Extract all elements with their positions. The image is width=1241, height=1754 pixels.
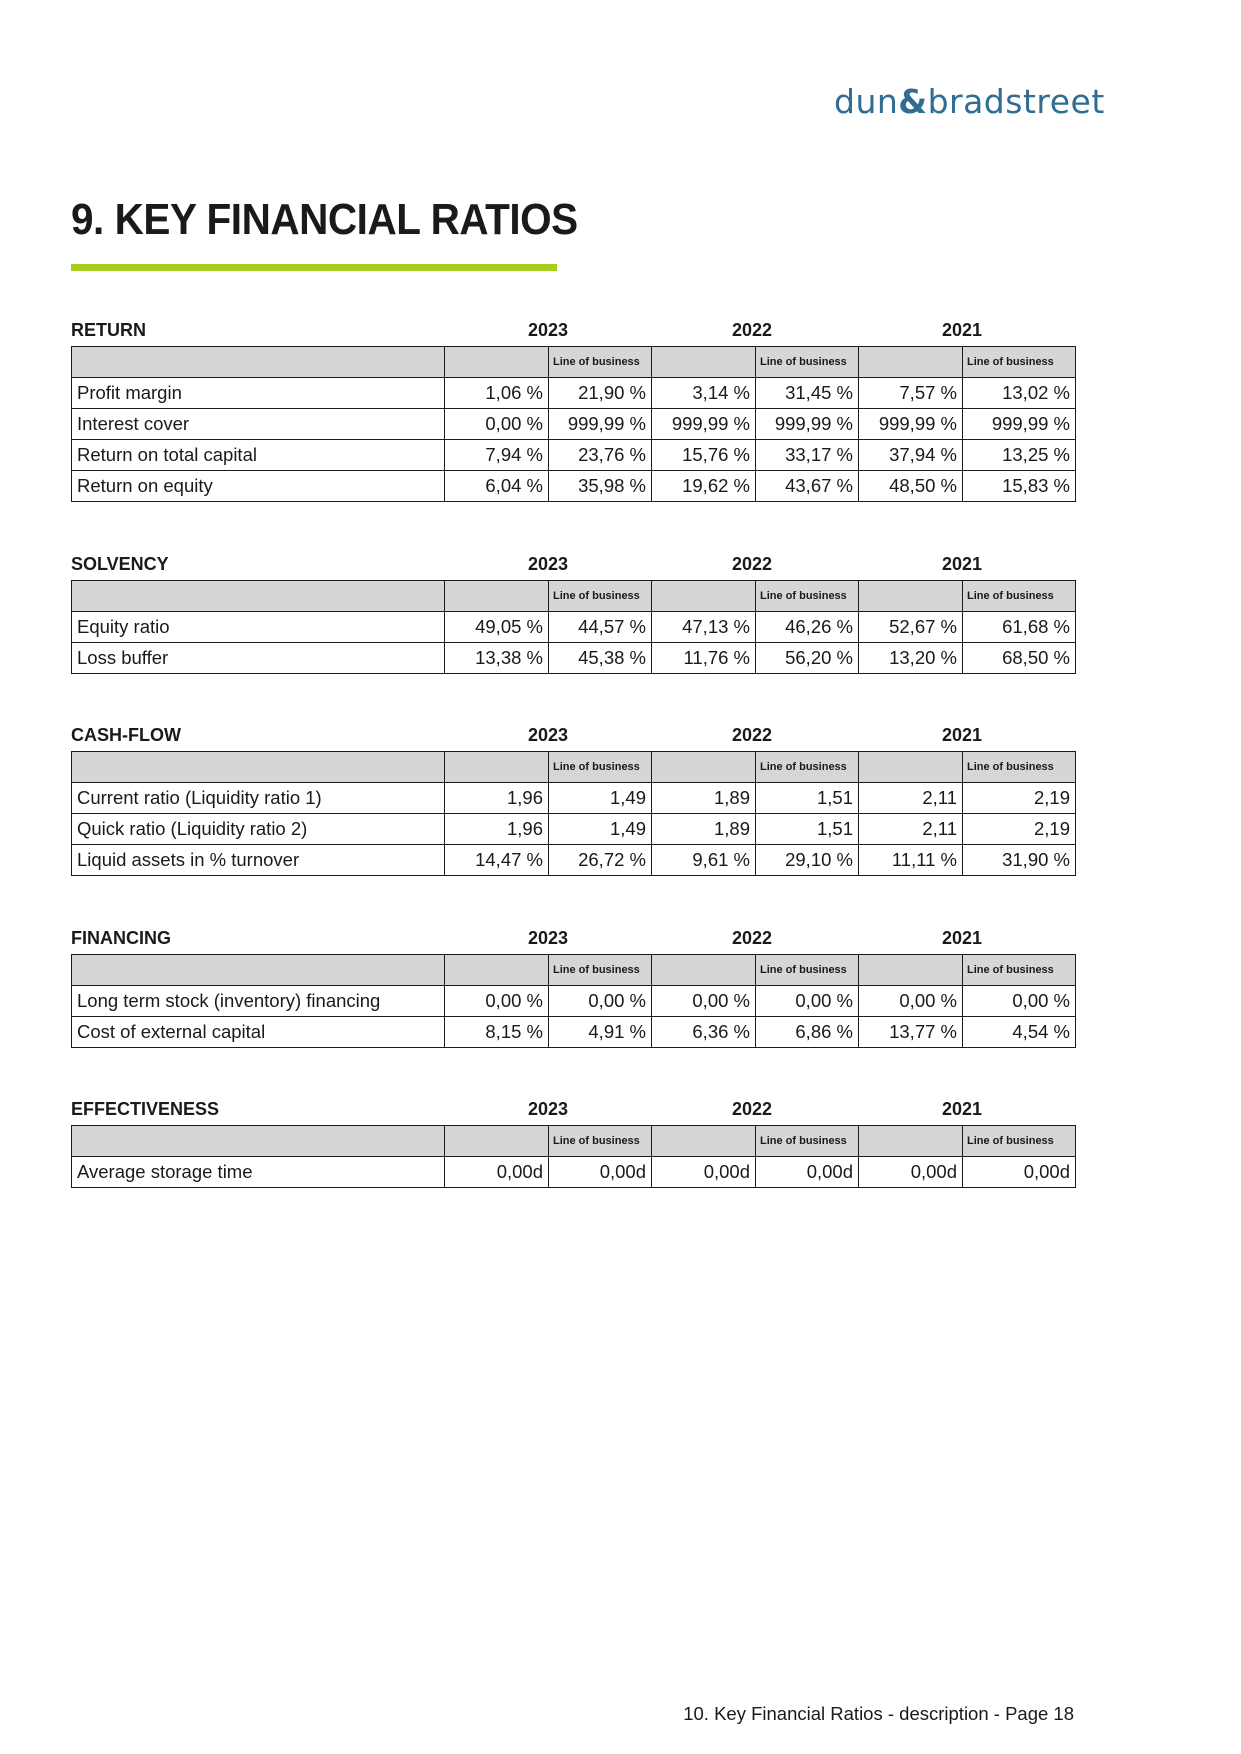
dun-bradstreet-logo — [834, 80, 1105, 124]
line-of-business-value-cell: 4,91 % — [549, 1017, 652, 1048]
line-of-business-value-cell: 31,90 % — [963, 845, 1076, 876]
logo-ampersand: & — [898, 82, 928, 121]
section-header — [71, 721, 1075, 751]
row-label: Current ratio (Liquidity ratio 1) — [72, 783, 445, 814]
line-of-business-header: Line of business — [963, 1126, 1076, 1157]
line-of-business-value-cell: 4,54 % — [963, 1017, 1076, 1048]
ratio-table — [71, 1125, 1076, 1188]
header-cell — [859, 1126, 963, 1157]
header-cell — [445, 1126, 549, 1157]
company-value-cell: 47,13 % — [652, 612, 756, 643]
line-of-business-value-cell: 1,51 — [756, 814, 859, 845]
table-row — [72, 409, 1076, 440]
ratio-table — [71, 954, 1076, 1048]
table-row — [72, 612, 1076, 643]
page-title: 9. KEY FINANCIAL RATIOS — [71, 195, 578, 244]
company-value-cell: 19,62 % — [652, 471, 756, 502]
table-header-row — [72, 752, 1076, 783]
year-label: 2022 — [731, 928, 773, 948]
section-title: EFFECTIVENESS — [71, 1099, 220, 1119]
line-of-business-value-cell: 33,17 % — [756, 440, 859, 471]
company-value-cell: 2,11 — [859, 814, 963, 845]
line-of-business-header: Line of business — [756, 347, 859, 378]
header-cell — [445, 955, 549, 986]
title-underline — [71, 264, 557, 271]
line-of-business-header: Line of business — [756, 1126, 859, 1157]
page-footer: 10. Key Financial Ratios - description - Page 18 — [683, 1703, 1074, 1724]
table-row — [72, 814, 1076, 845]
company-value-cell: 13,20 % — [859, 643, 963, 674]
ratio-table — [71, 751, 1076, 876]
line-of-business-value-cell: 23,76 % — [549, 440, 652, 471]
section-cash-flow — [71, 721, 1075, 876]
company-value-cell: 7,57 % — [859, 378, 963, 409]
line-of-business-value-cell: 2,19 — [963, 814, 1076, 845]
section-header — [71, 1095, 1075, 1125]
section-header — [71, 316, 1075, 346]
company-value-cell: 13,77 % — [859, 1017, 963, 1048]
company-value-cell: 999,99 % — [859, 409, 963, 440]
line-of-business-header: Line of business — [756, 955, 859, 986]
table-header-row — [72, 1126, 1076, 1157]
header-cell — [652, 1126, 756, 1157]
line-of-business-value-cell: 6,86 % — [756, 1017, 859, 1048]
row-label: Liquid assets in % turnover — [72, 845, 445, 876]
line-of-business-header: Line of business — [549, 1126, 652, 1157]
company-value-cell: 3,14 % — [652, 378, 756, 409]
company-value-cell: 14,47 % — [445, 845, 549, 876]
company-value-cell: 15,76 % — [652, 440, 756, 471]
year-label: 2023 — [527, 1099, 569, 1119]
line-of-business-value-cell: 0,00d — [756, 1157, 859, 1188]
table-row — [72, 1017, 1076, 1048]
header-cell — [859, 752, 963, 783]
header-cell — [72, 347, 445, 378]
header-cell — [859, 581, 963, 612]
line-of-business-value-cell: 43,67 % — [756, 471, 859, 502]
row-label: Average storage time — [72, 1157, 445, 1188]
row-label: Return on equity — [72, 471, 445, 502]
line-of-business-value-cell: 0,00d — [549, 1157, 652, 1188]
line-of-business-value-cell: 21,90 % — [549, 378, 652, 409]
line-of-business-header: Line of business — [549, 347, 652, 378]
company-value-cell: 0,00d — [652, 1157, 756, 1188]
line-of-business-header: Line of business — [963, 955, 1076, 986]
year-label: 2021 — [941, 1099, 983, 1119]
section-title: RETURN — [71, 320, 146, 340]
year-label: 2021 — [941, 725, 983, 745]
header-cell — [445, 347, 549, 378]
company-value-cell: 11,11 % — [859, 845, 963, 876]
table-row — [72, 1157, 1076, 1188]
line-of-business-header: Line of business — [963, 752, 1076, 783]
line-of-business-value-cell: 26,72 % — [549, 845, 652, 876]
logo-text-left: dun — [834, 82, 899, 121]
line-of-business-value-cell: 1,49 — [549, 783, 652, 814]
header-cell — [72, 955, 445, 986]
company-value-cell: 1,96 — [445, 783, 549, 814]
line-of-business-header: Line of business — [963, 347, 1076, 378]
table-header-row — [72, 347, 1076, 378]
section-title: CASH-FLOW — [71, 725, 181, 745]
row-label: Profit margin — [72, 378, 445, 409]
section-title: SOLVENCY — [71, 554, 169, 574]
company-value-cell: 6,04 % — [445, 471, 549, 502]
row-label: Quick ratio (Liquidity ratio 2) — [72, 814, 445, 845]
table-row — [72, 783, 1076, 814]
company-value-cell: 2,11 — [859, 783, 963, 814]
year-label: 2022 — [731, 1099, 773, 1119]
line-of-business-value-cell: 1,49 — [549, 814, 652, 845]
table-row — [72, 440, 1076, 471]
header-cell — [859, 955, 963, 986]
header-cell — [652, 581, 756, 612]
line-of-business-value-cell: 999,99 % — [756, 409, 859, 440]
company-value-cell: 8,15 % — [445, 1017, 549, 1048]
line-of-business-value-cell: 0,00d — [963, 1157, 1076, 1188]
line-of-business-header: Line of business — [756, 752, 859, 783]
company-value-cell: 0,00d — [859, 1157, 963, 1188]
table-row — [72, 986, 1076, 1017]
company-value-cell: 13,38 % — [445, 643, 549, 674]
company-value-cell: 0,00d — [445, 1157, 549, 1188]
company-value-cell: 48,50 % — [859, 471, 963, 502]
company-value-cell: 6,36 % — [652, 1017, 756, 1048]
company-value-cell: 0,00 % — [859, 986, 963, 1017]
table-header-row — [72, 581, 1076, 612]
line-of-business-value-cell: 44,57 % — [549, 612, 652, 643]
row-label: Equity ratio — [72, 612, 445, 643]
table-row — [72, 378, 1076, 409]
company-value-cell: 1,89 — [652, 814, 756, 845]
header-cell — [652, 752, 756, 783]
section-return — [71, 316, 1075, 502]
section-solvency — [71, 550, 1075, 674]
header-cell — [72, 752, 445, 783]
ratio-table — [71, 580, 1076, 674]
year-label: 2023 — [527, 928, 569, 948]
year-label: 2023 — [527, 725, 569, 745]
table-row — [72, 845, 1076, 876]
ratio-table — [71, 346, 1076, 502]
line-of-business-value-cell: 999,99 % — [963, 409, 1076, 440]
line-of-business-value-cell: 0,00 % — [549, 986, 652, 1017]
header-cell — [445, 581, 549, 612]
line-of-business-value-cell: 46,26 % — [756, 612, 859, 643]
line-of-business-value-cell: 13,02 % — [963, 378, 1076, 409]
section-financing — [71, 924, 1075, 1048]
year-label: 2022 — [731, 725, 773, 745]
company-value-cell: 0,00 % — [445, 986, 549, 1017]
row-label: Cost of external capital — [72, 1017, 445, 1048]
company-value-cell: 1,89 — [652, 783, 756, 814]
line-of-business-value-cell: 68,50 % — [963, 643, 1076, 674]
table-header-row — [72, 955, 1076, 986]
company-value-cell: 7,94 % — [445, 440, 549, 471]
header-cell — [72, 581, 445, 612]
line-of-business-value-cell: 31,45 % — [756, 378, 859, 409]
company-value-cell: 999,99 % — [652, 409, 756, 440]
header-cell — [652, 955, 756, 986]
company-value-cell: 0,00 % — [652, 986, 756, 1017]
line-of-business-value-cell: 0,00 % — [963, 986, 1076, 1017]
line-of-business-value-cell: 13,25 % — [963, 440, 1076, 471]
company-value-cell: 37,94 % — [859, 440, 963, 471]
line-of-business-value-cell: 0,00 % — [756, 986, 859, 1017]
company-value-cell: 0,00 % — [445, 409, 549, 440]
year-label: 2021 — [941, 928, 983, 948]
row-label: Loss buffer — [72, 643, 445, 674]
line-of-business-value-cell: 35,98 % — [549, 471, 652, 502]
line-of-business-value-cell: 29,10 % — [756, 845, 859, 876]
line-of-business-value-cell: 15,83 % — [963, 471, 1076, 502]
company-value-cell: 52,67 % — [859, 612, 963, 643]
year-label: 2021 — [941, 554, 983, 574]
company-value-cell: 11,76 % — [652, 643, 756, 674]
year-label: 2021 — [941, 320, 983, 340]
line-of-business-header: Line of business — [549, 581, 652, 612]
line-of-business-value-cell: 45,38 % — [549, 643, 652, 674]
header-cell — [445, 752, 549, 783]
logo-text-right: bradstreet — [927, 82, 1105, 121]
line-of-business-header: Line of business — [549, 752, 652, 783]
year-label: 2023 — [527, 554, 569, 574]
line-of-business-value-cell: 1,51 — [756, 783, 859, 814]
company-value-cell: 1,06 % — [445, 378, 549, 409]
line-of-business-value-cell: 999,99 % — [549, 409, 652, 440]
header-cell — [652, 347, 756, 378]
line-of-business-header: Line of business — [963, 581, 1076, 612]
line-of-business-value-cell: 56,20 % — [756, 643, 859, 674]
line-of-business-header: Line of business — [549, 955, 652, 986]
section-header — [71, 924, 1075, 954]
year-label: 2022 — [731, 320, 773, 340]
company-value-cell: 9,61 % — [652, 845, 756, 876]
line-of-business-value-cell: 61,68 % — [963, 612, 1076, 643]
row-label: Return on total capital — [72, 440, 445, 471]
header-cell — [859, 347, 963, 378]
line-of-business-header: Line of business — [756, 581, 859, 612]
line-of-business-value-cell: 2,19 — [963, 783, 1076, 814]
company-value-cell: 49,05 % — [445, 612, 549, 643]
company-value-cell: 1,96 — [445, 814, 549, 845]
table-row — [72, 471, 1076, 502]
section-effectiveness — [71, 1095, 1075, 1188]
table-row — [72, 643, 1076, 674]
year-label: 2023 — [527, 320, 569, 340]
header-cell — [72, 1126, 445, 1157]
section-title: FINANCING — [71, 928, 171, 948]
section-header — [71, 550, 1075, 580]
year-label: 2022 — [731, 554, 773, 574]
row-label: Interest cover — [72, 409, 445, 440]
row-label: Long term stock (inventory) financing — [72, 986, 445, 1017]
